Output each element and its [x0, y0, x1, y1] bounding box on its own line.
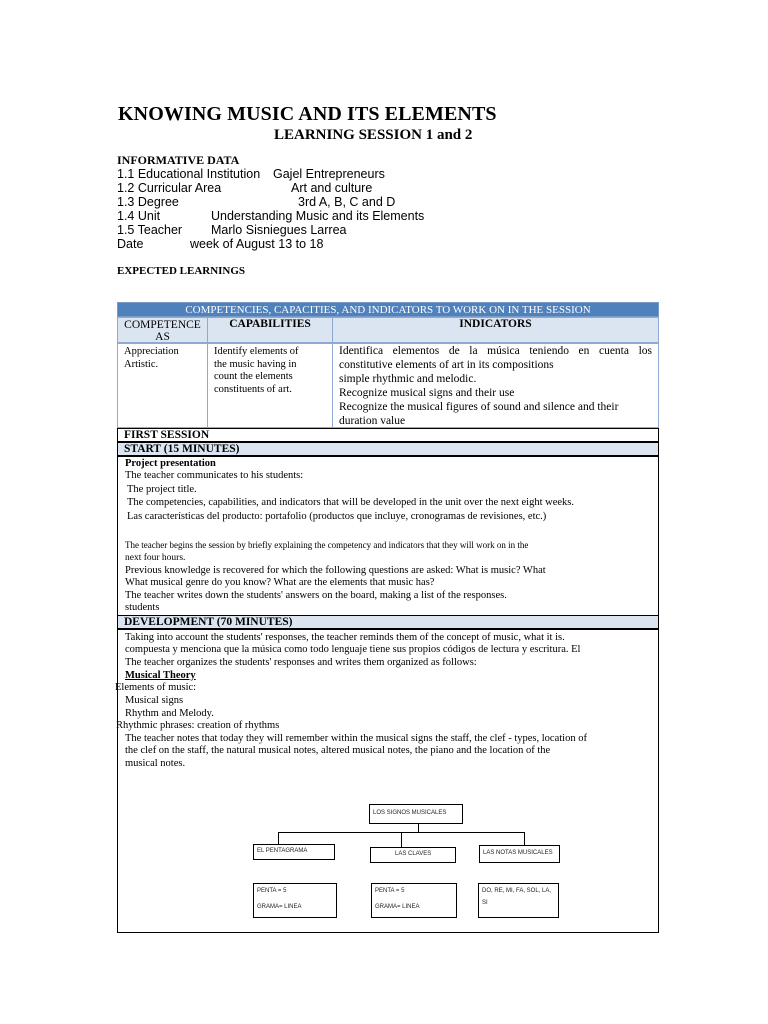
chart-root-box: LOS SIGNOS MUSICALES [369, 804, 463, 824]
col-competence: COMPETENCE AS [117, 317, 208, 343]
info-value-teacher: Marlo Sisniegues Larrea [211, 223, 347, 237]
musical-signs-item: Musical signs [125, 695, 184, 706]
chart-leaf-clefs: PENTA = 5 GRAMA= LINEA [371, 883, 457, 918]
chart-leaf-notes: DO, RE, MI, FA, SOL, LA, SI [478, 883, 559, 918]
start-line: The teacher communicates to his students: [125, 470, 304, 481]
info-label-unit: 1.4 Unit [117, 209, 161, 223]
start-band: START (15 MINUTES) [117, 442, 659, 456]
musical-theory-heading: Musical Theory [125, 670, 196, 681]
development-band: DEVELOPMENT (70 MINUTES) [117, 615, 659, 629]
info-label-date: Date [117, 237, 144, 251]
chart-branch-staff: EL PENTAGRAMA [253, 844, 335, 860]
dev-notes-line: the clef on the staff, the natural musical notes, altered musical notes, the piano and the location of the [125, 745, 551, 756]
chart-branch-clefs: LAS CLAVES [370, 847, 456, 863]
first-session-band: FIRST SESSION [117, 428, 659, 442]
page-title: KNOWING MUSIC AND ITS ELEMENTS [118, 103, 497, 125]
info-label-institution: 1.1 Educational Institution [117, 167, 261, 181]
info-value-institution: Gajel Entrepreneurs [273, 167, 385, 181]
capabilities-cell: Identify elements of the music having in count the elements constituents of art. [207, 343, 333, 428]
start-line: The teacher begins the session by briefly explaining the competency and indicators that they will work on in the [125, 540, 529, 550]
col-indicators: INDICATORS [332, 317, 659, 343]
expected-learnings-heading: EXPECTED LEARNINGS [117, 265, 246, 277]
indicators-cell: Identifica elementos de la música teniendo en cuenta los constitutive elements of art in its compositions simple rhythmic and melodic. Recognize musical signs and their use Recognize the musical figures of sound and silence and their duration value [332, 343, 659, 428]
chart-branch-notes: LAS NOTAS MUSICALES [479, 845, 560, 863]
info-value-area: Art and culture [291, 181, 373, 195]
col-capabilities: CAPABILITIES [207, 317, 333, 343]
elements-of-music: Elements of music: [115, 682, 197, 693]
project-presentation-heading: Project presentation [125, 458, 216, 469]
informative-heading: INFORMATIVE DATA [117, 153, 240, 167]
start-line: The teacher writes down the students' answers on the board, making a list of the responses. [125, 590, 507, 601]
rhythm-melody-item: Rhythm and Melody. [125, 708, 214, 719]
start-line: What musical genre do you know? What are the elements that music has? [125, 577, 435, 588]
info-label-teacher: 1.5 Teacher [117, 223, 183, 237]
dev-notes-line: musical notes. [125, 758, 186, 769]
info-value-unit: Understanding Music and its Elements [211, 209, 425, 223]
start-line: The competencies, capabilities, and indicators that will be developed in the unit over the next eight weeks. [127, 497, 574, 508]
dev-notes-line: The teacher notes that today they will remember within the musical signs the staff, the clef - types, location of [125, 733, 587, 744]
dev-line: compuesta y menciona que la música como todo lenguaje tiene sus propios códigos de lectura y escritura. El [125, 644, 581, 655]
chart-leaf-staff: PENTA = 5 GRAMA= LINEA [253, 883, 337, 918]
start-line: next four hours. [125, 553, 186, 563]
info-label-area: 1.2 Curricular Area [117, 181, 222, 195]
dev-line: The teacher organizes the students' responses and writes them organized as follows: [125, 657, 477, 668]
info-value-degree: 3rd A, B, C and D [298, 195, 396, 209]
start-line: students [125, 602, 160, 613]
start-line: Previous knowledge is recovered for which the following questions are asked: What is music? What [125, 565, 546, 576]
competencies-table-header: COMPETENCIES, CAPACITIES, AND INDICATORS TO WORK ON IN THE SESSION [117, 302, 659, 317]
dev-line: Taking into account the students' responses, the teacher reminds them of the concept of music, what it is. [125, 632, 565, 643]
competence-cell: Appreciation Artistic. [117, 343, 208, 428]
start-line: The project title. [127, 484, 197, 495]
info-label-degree: 1.3 Degree [117, 195, 179, 209]
info-value-date: week of August 13 to 18 [190, 237, 324, 251]
page-subtitle: LEARNING SESSION 1 and 2 [274, 127, 473, 143]
start-line: Las características del producto: portafolio (productos que incluye, cronogramas de revisiones, etc.) [127, 511, 547, 522]
rhythmic-phrases-item: Rhythmic phrases: creation of rhythms [116, 720, 280, 731]
